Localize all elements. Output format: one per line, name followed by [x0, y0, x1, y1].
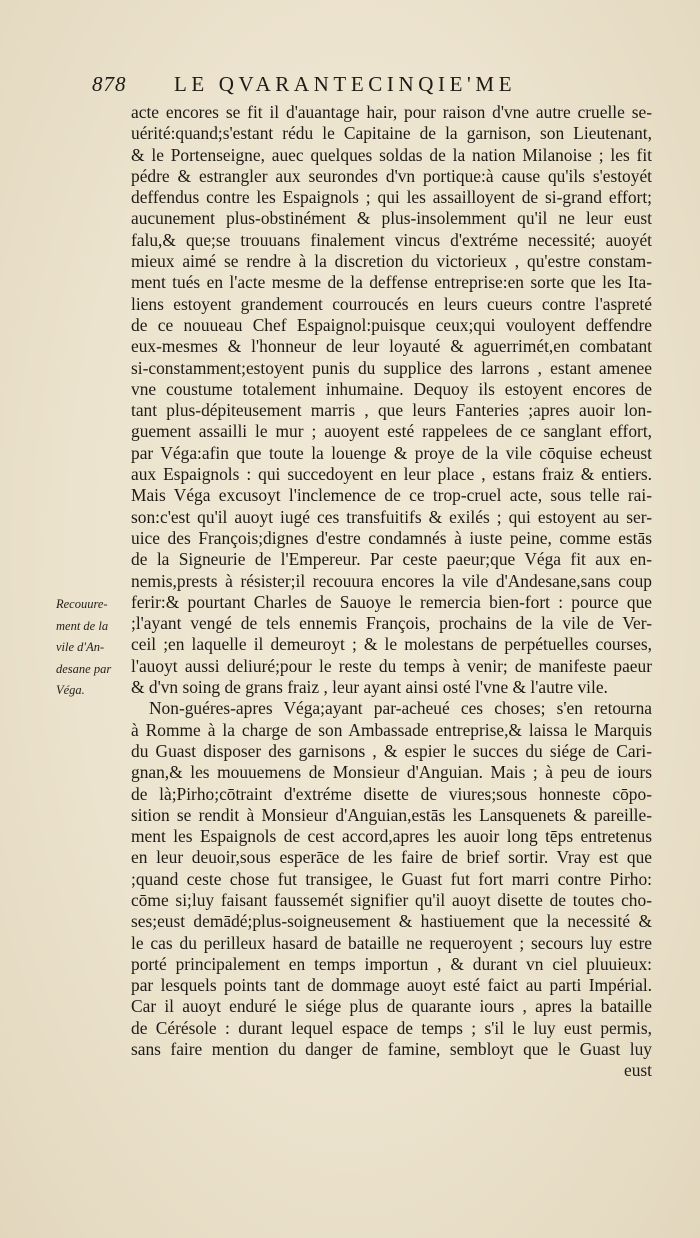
- text-line: acte encores se fit il d'auantage hair, pour raison d'vne autre cruelle se-: [131, 102, 652, 122]
- text-line: ment tués en l'acte mesme de la deffense entreprise:en sorte que les Ita-: [131, 272, 652, 293]
- page-number: 878: [92, 72, 127, 96]
- marginal-note-line: Recouure-: [56, 597, 108, 611]
- text-line: sition se rendit à Monsieur d'Anguian,estās les Lansquenets & pareille-: [131, 804, 652, 825]
- text-line: guement assailli le mur ; auoyent esté rappelees de ce sanglant effort,: [131, 421, 652, 442]
- text-line: ;l'ayant vengé de tels ennemis François, prochains de la vile de Ver-: [131, 613, 652, 634]
- text-line: & d'vn soing de grans fraiz , leur ayant ainsi osté l'vne & l'autre vile.: [131, 677, 608, 698]
- text-line: par lesquels points tant de dommage auoyt esté faict au parti Impérial.: [131, 975, 652, 996]
- text-line: le cas du perilleux hasard de bataille ne requeroyent ; secours luy estre: [131, 932, 652, 953]
- text-line: cōme si;luy faisant faussemét signifier qu'il auoyt disette de toutes cho-: [131, 889, 652, 910]
- text-line: tant plus-dépiteusement marris , que leurs Fanteries ;apres auoir lon-: [131, 400, 652, 421]
- text-line: falu,& que;se trouuans finalement vincus d'extréme necessité; auoyét: [131, 229, 652, 250]
- catchword: eust: [623, 1060, 652, 1081]
- text-line: l'auoyt aussi deliuré;pour le reste du temps à venir; de manifeste paeur: [131, 655, 652, 676]
- body-text: [131, 102, 652, 1082]
- text-line: sans faire mention du danger de famine, sembloyt que le Guast luy: [131, 1039, 652, 1060]
- text-line: ferir:& pourtant Charles de Sauoye le remercia bien-fort : pource que: [131, 591, 652, 612]
- text-line: pédre & estrangler aux seurondes d'vn portique:à cause qu'ils s'estoyét: [131, 165, 652, 186]
- text-line: de Cérésole : durant lequel espace de temps ; s'il le luy eust permis,: [131, 1017, 652, 1038]
- text-line: liens estoyent grandement courroucés en leurs cueurs contre l'aspreté: [131, 293, 652, 314]
- text-line: vne coustume totalement inhumaine. Dequoy ils estoyent encores de: [131, 378, 652, 399]
- marginal-note-line: vile d'An-: [56, 640, 105, 654]
- text-line: uérité:quand;s'estant rédu le Capitaine de la garnison, son Lieutenant,: [131, 123, 652, 144]
- text-line: à Romme à la charge de son Ambassade entreprise,& laissa le Marquis: [131, 719, 652, 740]
- text-line: ses;eust demādé;plus-soigneusement & hastiuement que la necessité &: [131, 911, 652, 932]
- text-line: nemis,prests à résister;il recouura encores la vile d'Andesane,sans coup: [131, 570, 652, 591]
- marginal-note-line: Véga.: [56, 683, 85, 697]
- marginal-note-line: ment de la: [56, 618, 109, 633]
- text-line: Car il auoyt enduré le siége plus de quarante iours , apres la bataille: [131, 996, 652, 1017]
- text-line: aucunement plus-obstinément & plus-insolemment qu'il ne leur eust: [131, 208, 652, 229]
- text-line: uice des François;dignes d'estre condamnés à iuste peine, comme estās: [131, 527, 652, 548]
- text-line: son:c'est qu'il auoyt iugé ces transfuitifs & exilés ; qui estoyent au ser-: [131, 506, 652, 527]
- text-line: par Véga:afin que toute la louenge & proye de la vile cōquise echeust: [131, 442, 652, 463]
- text-line: Mais Véga excusoyt l'inclemence de ce trop-cruel acte, sous telle rai-: [131, 485, 652, 506]
- text-line: ceil ;en laquelle il demeuroyt ; & le molestans de perpétuelles courses,: [131, 634, 652, 655]
- text-line: de là;Pirho;cōtraint d'extréme disette de viures;sous honneste cōpo-: [131, 783, 652, 804]
- text-line: aux Espaignols : qui succedoyent en leur place , estans fraiz & entiers.: [131, 464, 652, 485]
- text-line: mieux aimé se rendre à la discretion du victorieux , qu'estre constam-: [131, 251, 652, 272]
- text-line: porté principalement en temps importun , & durant vn ciel pluuieux:: [131, 953, 652, 974]
- page-header: [92, 72, 652, 102]
- text-line: en leur deuoir,sous esperāce de les faire de brief sortir. Vray est que: [131, 847, 652, 868]
- text-line: & le Portenseigne, auec quelques soldas de la nation Milanoise ; les fit: [131, 144, 652, 165]
- text-line: gnan,& les mouuemens de Monsieur d'Anguian. Mais ; à peu de iours: [131, 762, 652, 783]
- text-line: si-constamment;estoyent punis du supplice des larrons , estant amenee: [131, 357, 652, 378]
- marginal-note-line: desane par: [56, 661, 112, 676]
- text-line: de ce nouueau Chef Espaignol:puisque ceux;qui vouloyent deffendre: [131, 314, 652, 335]
- running-title: LE QVARANTECINQIE'ME: [174, 72, 517, 96]
- text-line: du Guast disposer des garnisons , & espier le succes du siége de Cari-: [131, 740, 652, 761]
- text-line: de la Signeurie de l'Empereur. Par ceste paeur;que Véga fit aux en-: [131, 549, 652, 570]
- text-line: ment les Espaignols de cest accord,apres les auoir long tēps entretenus: [131, 826, 652, 847]
- text-line: ;quand ceste chose fut transigee, le Guast fut fort marri contre Pirho:: [131, 868, 652, 889]
- text-line: eux-mesmes & l'honneur de leur loyauté & aguerrimét,en combatant: [131, 336, 652, 357]
- marginal-note: [56, 594, 124, 702]
- text-line: Non-guéres-apres Véga;ayant par-acheué ces choses; s'en retourna: [149, 698, 652, 719]
- text-line: deffendus contre les Espaignols ; qui les assailloyent de si-grand effort;: [131, 187, 652, 208]
